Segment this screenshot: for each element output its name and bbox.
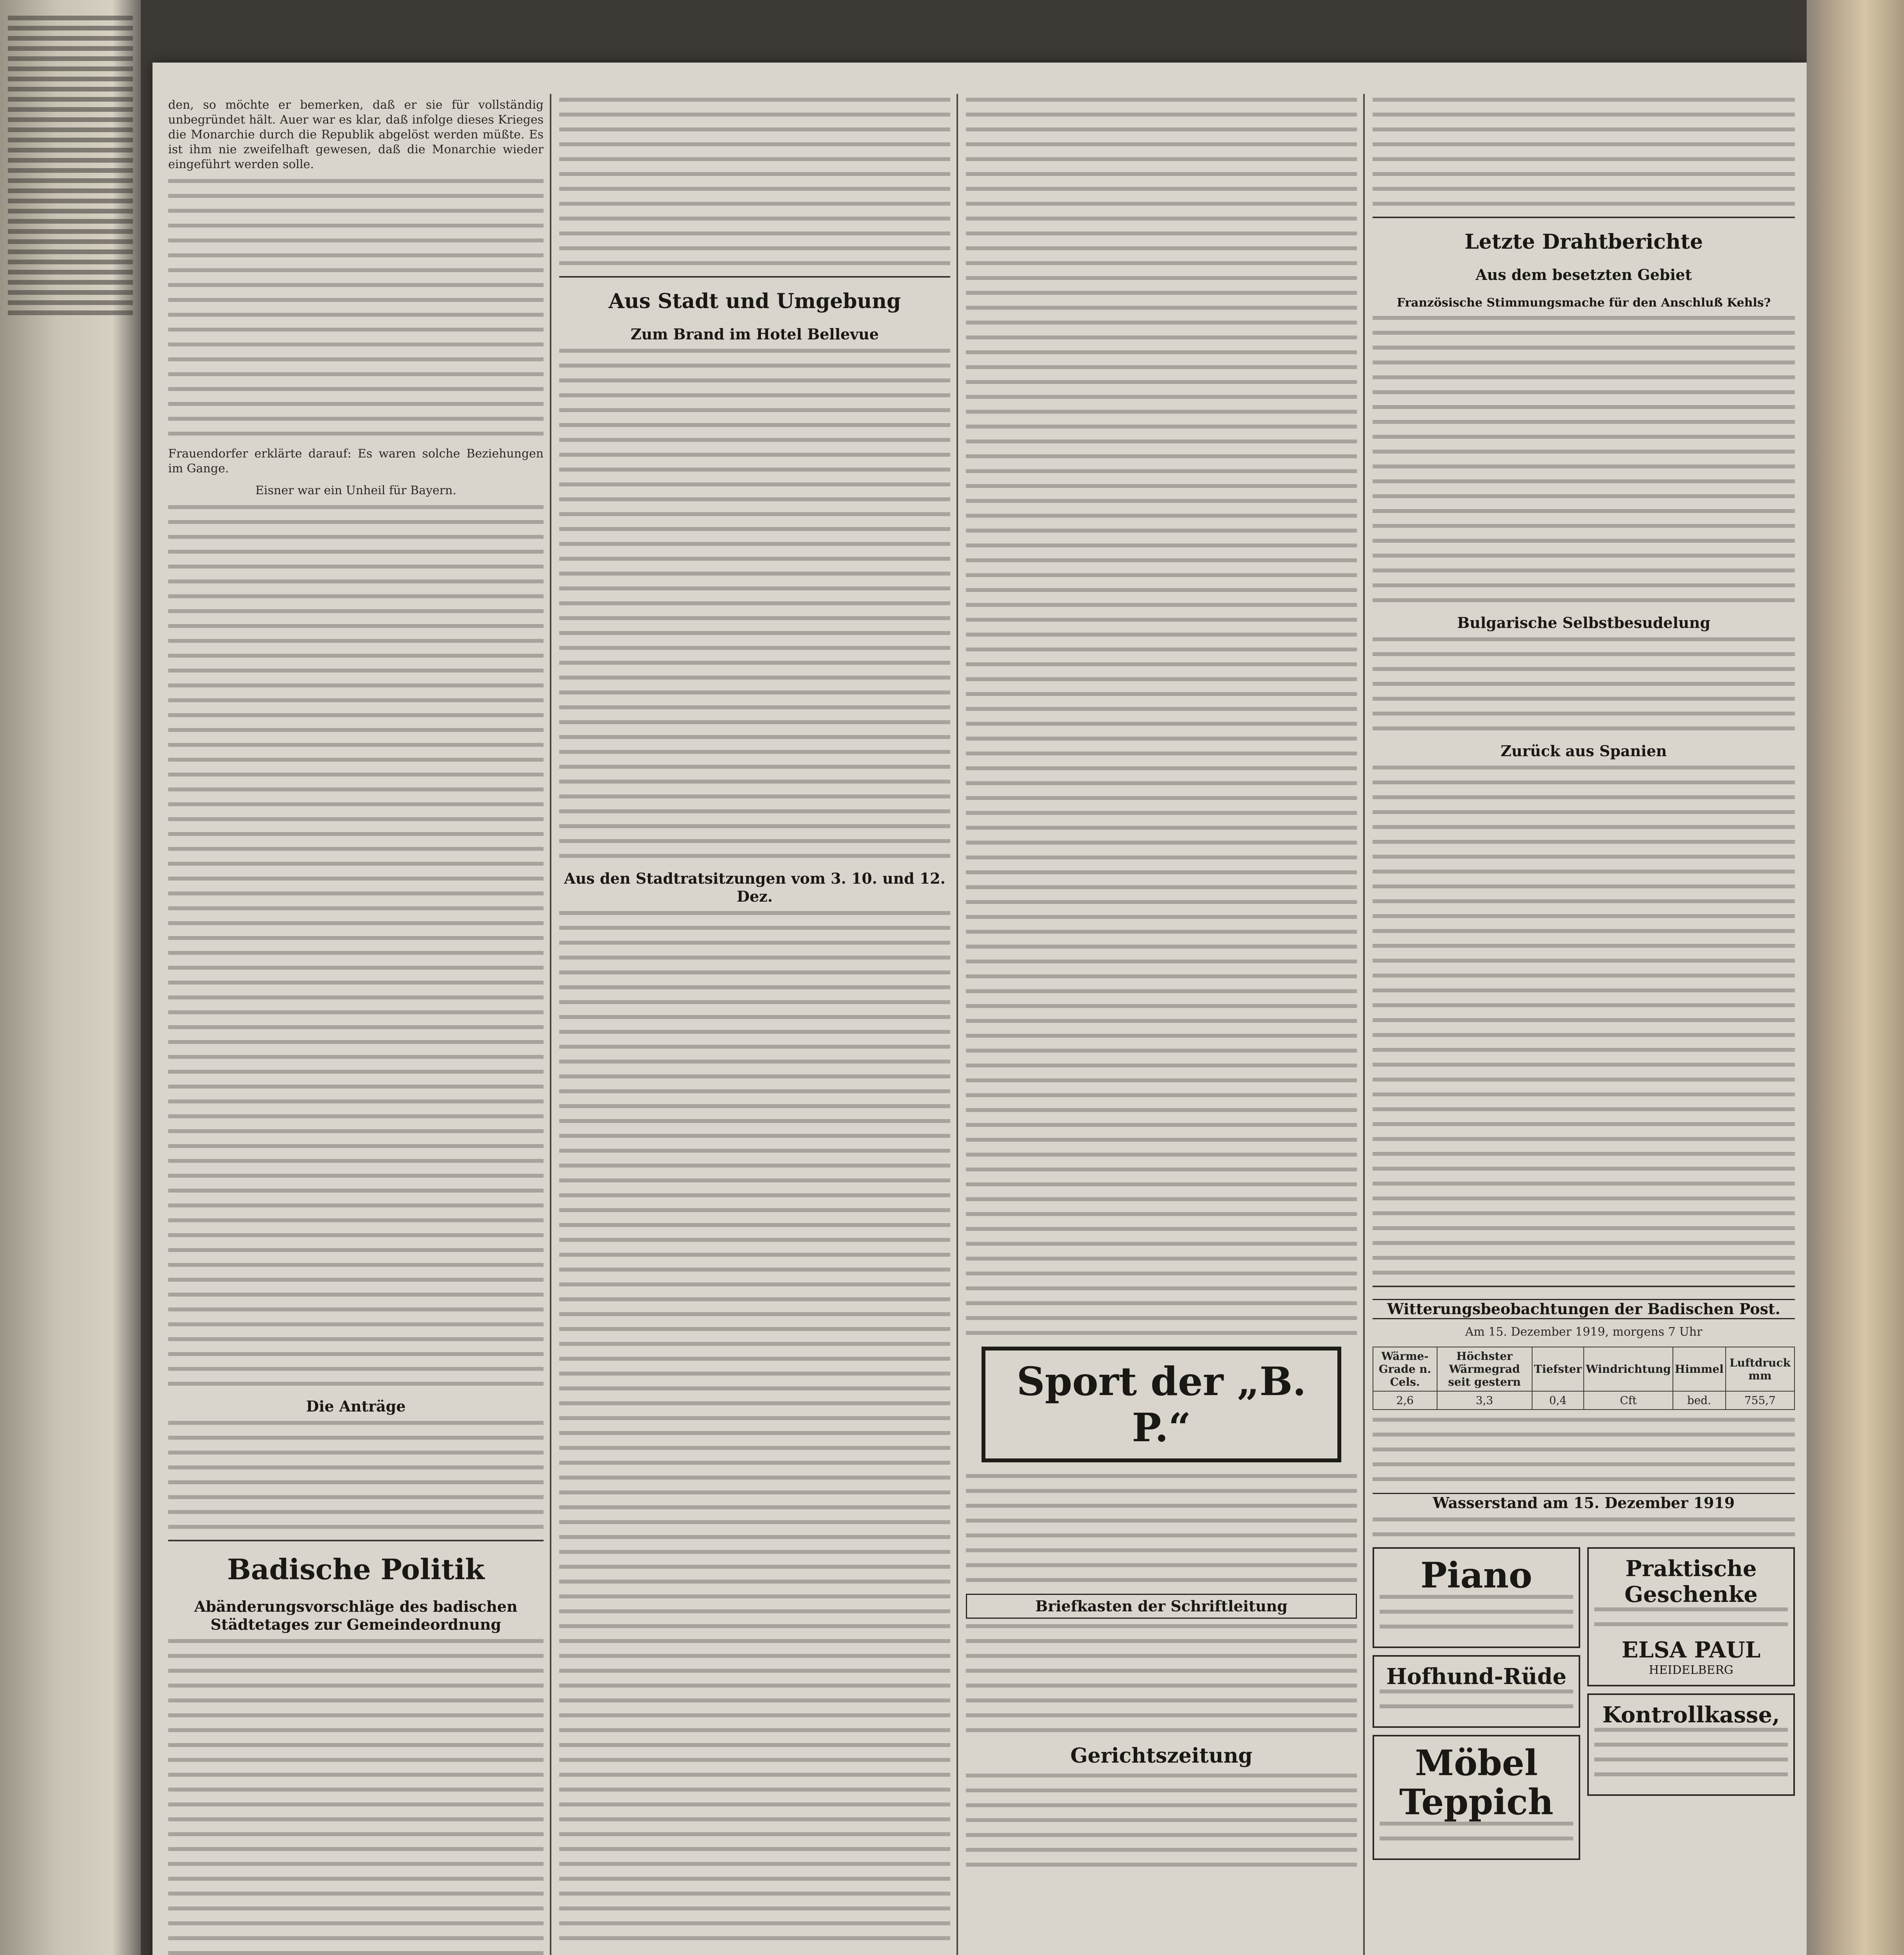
article-text-block: [1373, 98, 1795, 206]
ad-praktische-geschenke: [1587, 1547, 1795, 1686]
article-text-block: [168, 179, 544, 436]
ad-title: Kontrollkasse,: [1602, 1702, 1780, 1728]
article-text-block: [966, 1624, 1357, 1732]
ad-text: [1594, 1728, 1788, 1776]
article-heading: Aus dem besetzten Gebiet: [1475, 266, 1692, 283]
ads-row: [1373, 1547, 1795, 1867]
article-paragraph: Frauendorfer erklärte darauf: Es waren solche Beziehungen im Gange.: [168, 447, 544, 475]
article-text-block: [168, 1421, 544, 1529]
newspaper-page: [153, 63, 1807, 1955]
ad-company: ELSA PAUL: [1621, 1637, 1761, 1663]
column-4: [1373, 98, 1795, 1955]
ad-title: Teppich: [1399, 1781, 1554, 1823]
column-3: [966, 98, 1357, 1955]
weather-cell: 2,6: [1373, 1391, 1437, 1410]
book-binding: [1807, 0, 1904, 1955]
article-text-block: [966, 98, 1357, 1335]
weather-notes: [1373, 1418, 1795, 1481]
weather-subheading: Am 15. Dezember 1919, morgens 7 Uhr: [1465, 1325, 1703, 1339]
column-1: [168, 98, 544, 1955]
article-text-block: [1373, 316, 1795, 602]
left-page-edge: [0, 0, 141, 1955]
ad-title: Piano: [1420, 1555, 1533, 1596]
article-text-block: [559, 349, 950, 858]
column-rule: [1363, 94, 1365, 1955]
article-text-block: [966, 1774, 1357, 1867]
article-paragraph: den, so möchte er bemerken, daß er sie für vollständig unbegründet hält. Auer war es klar, daß infolge dieses Krieges die Monarchie durch die Republik abgelöst werden müßte. Es ist ihm nie zweifelhaft gewesen, daß die Monarchie wieder eingeführt werden solle.: [168, 98, 544, 171]
weather-table: [1373, 1347, 1795, 1410]
weather-col-header: Himmel: [1673, 1347, 1726, 1391]
ad-title: Praktische Geschenke: [1624, 1556, 1758, 1607]
sport-section-banner: Sport der „B. P.“: [982, 1347, 1341, 1462]
article-text-block: [559, 98, 950, 265]
ad-city: HEIDELBERG: [1649, 1663, 1734, 1677]
weather-cell: Cft: [1584, 1391, 1673, 1410]
divider: [559, 276, 950, 278]
wasserstand-heading: Wasserstand am 15. Dezember 1919: [1373, 1493, 1795, 1512]
weather-col-header: Wärme-Grade n. Cels.: [1373, 1347, 1437, 1391]
divider: [1373, 217, 1795, 218]
article-heading: Bulgarische Selbstbesudelung: [1457, 614, 1710, 631]
wasserstand-text: [1373, 1517, 1795, 1536]
ad-title: Hofhund-Rüde: [1386, 1664, 1567, 1690]
article-text-block: [559, 911, 950, 1940]
ad-piano: [1373, 1547, 1580, 1648]
article-paragraph: Eisner war ein Unheil für Bayern.: [255, 484, 457, 497]
section-heading: Briefkasten der Schriftleitung: [966, 1594, 1357, 1619]
ad-text: [1594, 1607, 1788, 1626]
weather-cell: 3,3: [1437, 1391, 1532, 1410]
section-heading: Letzte Drahtberichte: [1464, 230, 1703, 254]
weather-cell: 755,7: [1726, 1391, 1795, 1410]
article-heading: Zurück aus Spanien: [1500, 742, 1667, 760]
article-text-block: [1373, 766, 1795, 1275]
article-text-block: [1373, 637, 1795, 730]
ad-text: [1380, 1595, 1573, 1629]
ad-kontrollkasse: [1587, 1693, 1795, 1796]
ad-text: [1380, 1822, 1573, 1840]
divider: [1373, 1286, 1795, 1287]
divider: [168, 1540, 544, 1541]
left-page-text-lines: [0, 0, 141, 315]
weather-cell: bed.: [1673, 1391, 1726, 1410]
column-2: [559, 98, 950, 1955]
weather-col-header: Höchster Wärmegrad seit gestern: [1437, 1347, 1532, 1391]
section-heading: Aus Stadt und Umgebung: [608, 289, 901, 313]
weather-col-header: Windrichtung: [1584, 1347, 1673, 1391]
article-text-block: [966, 1474, 1357, 1582]
ad-moebel: [1373, 1735, 1580, 1860]
weather-col-header: Tiefster: [1532, 1347, 1584, 1391]
article-heading: Aus den Stadtratsitzungen vom 3. 10. und 12. Dez.: [564, 870, 946, 905]
section-heading: Badische Politik: [227, 1553, 485, 1586]
section-heading: Die Anträge: [306, 1397, 406, 1415]
column-rule: [956, 94, 958, 1955]
article-heading: Abänderungsvorschläge des badischen Städtetages zur Gemeindeordnung: [194, 1598, 518, 1633]
weather-heading: Witterungsbeobachtungen der Badischen Post.: [1373, 1299, 1795, 1319]
column-rule: [550, 94, 551, 1955]
weather-cell: 0,4: [1532, 1391, 1584, 1410]
article-text-block: [168, 505, 544, 1386]
article-heading: Zum Brand im Hotel Bellevue: [630, 325, 879, 343]
ad-hofhund: [1373, 1655, 1580, 1728]
article-subheading: Französische Stimmungsmache für den Anschluß Kehls?: [1396, 296, 1771, 310]
article-text-block: [168, 1639, 544, 1955]
ad-text: [1380, 1690, 1573, 1708]
ad-title: Möbel: [1415, 1742, 1538, 1784]
weather-col-header: Luftdruck mm: [1726, 1347, 1795, 1391]
section-heading: Gerichtszeitung: [1070, 1744, 1253, 1768]
